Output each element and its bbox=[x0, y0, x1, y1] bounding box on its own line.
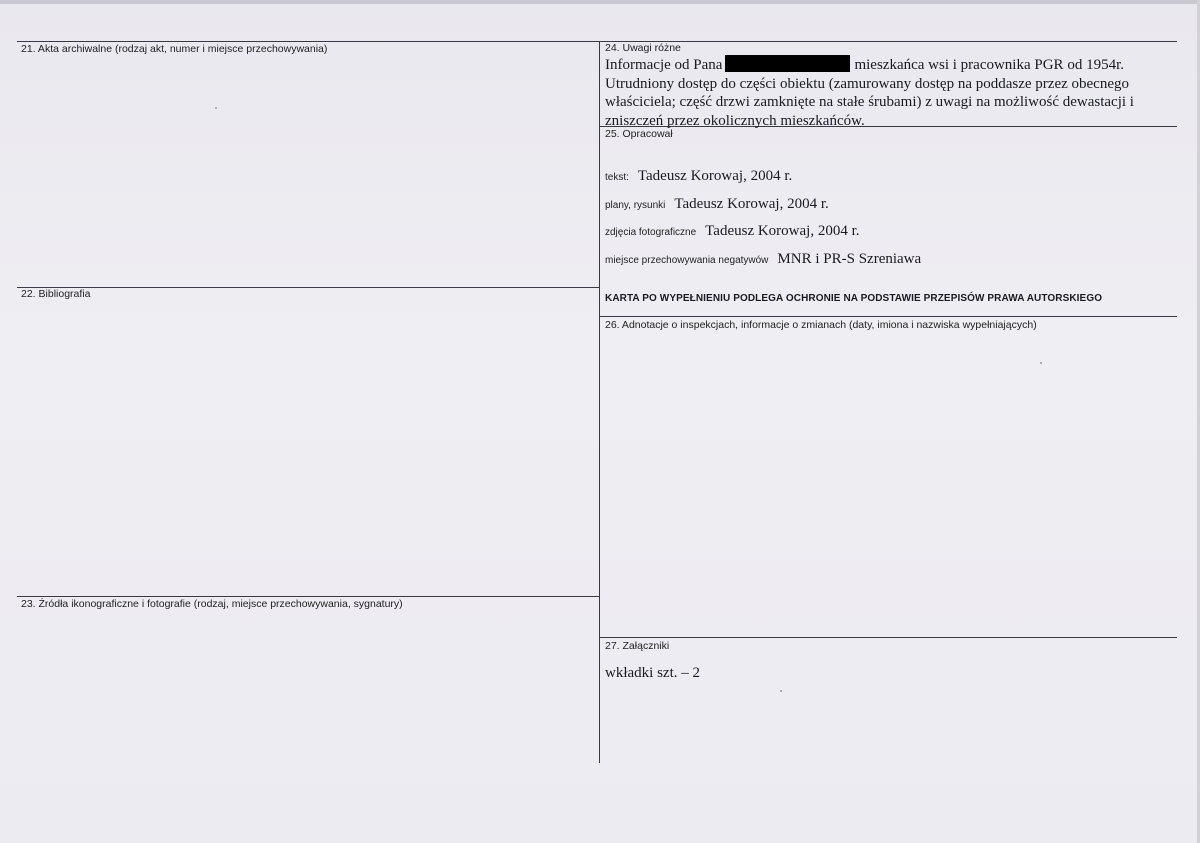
plany-value: Tadeusz Korowaj, 2004 r. bbox=[674, 196, 829, 212]
tekst-row bbox=[605, 167, 792, 185]
notes-line-1-start: Informacje od Pana bbox=[605, 57, 723, 73]
negatywy-value: MNR i PR-S Szreniawa bbox=[777, 251, 922, 267]
plany-row bbox=[605, 195, 829, 213]
notes-line-1-end: mieszkańca wsi i pracownika PGR od 1954r. bbox=[854, 57, 1124, 73]
rule-23 bbox=[17, 596, 599, 597]
tekst-value: Tadeusz Korowaj, 2004 r. bbox=[637, 168, 793, 184]
plany-label: plany, rysunki bbox=[605, 200, 666, 211]
copyright-note: KARTA PO WYPEŁNIENIU PODLEGA OCHRONIE NA PODSTAWIE PRZEPISÓW PRAWA AUTORSKIEGO bbox=[605, 293, 1103, 304]
zdjecia-value: Tadeusz Korowaj, 2004 r. bbox=[705, 223, 860, 239]
rule-22 bbox=[17, 287, 599, 288]
negatywy-row bbox=[605, 250, 921, 268]
section-27-label: 27. Załączniki bbox=[605, 640, 670, 652]
notes-line-4: zniszczeń przez okolicznych mieszkańców. bbox=[605, 112, 865, 129]
top-rule bbox=[17, 41, 1177, 42]
negatywy-label: miejsce przechowywania negatywów bbox=[605, 255, 769, 266]
section-25-label: 25. Opracował bbox=[605, 128, 673, 140]
section-26-label: 26. Adnotacje o inspekcjach, informacje o zmianach (daty, imiona i nazwiska wypełniających) bbox=[605, 319, 1037, 331]
paper-speck bbox=[215, 107, 217, 109]
center-divider bbox=[599, 41, 600, 763]
redaction-bar bbox=[725, 55, 850, 72]
paper-speck bbox=[1040, 362, 1042, 364]
section-22-label: 22. Bibliografia bbox=[21, 288, 91, 300]
notes-line-1 bbox=[605, 55, 1175, 75]
notes-line-3: właściciela; część drzwi zamknięte na stałe śrubami) z uwagi na możliwość dewastacji i bbox=[605, 94, 1134, 110]
section-24-notes bbox=[605, 55, 1175, 130]
notes-line-2: Utrudniony dostęp do części obiektu (zamurowany dostęp na poddasze przez obecnego bbox=[605, 75, 1129, 92]
tekst-label: tekst: bbox=[605, 172, 629, 183]
zdjecia-label: zdjęcia fotograficzne bbox=[605, 227, 697, 238]
section-27-value: wkładki szt. – 2 bbox=[605, 665, 700, 681]
paper-speck bbox=[780, 690, 782, 692]
section-21-label: 21. Akta archiwalne (rodzaj akt, numer i miejsce przechowywania) bbox=[21, 43, 328, 55]
zdjecia-row bbox=[605, 222, 860, 240]
section-23-label: 23. Źródła ikonograficzne i fotografie (rodzaj, miejsce przechowywania, sygnatury) bbox=[21, 598, 403, 610]
rule-27 bbox=[599, 637, 1177, 638]
paper-edge-top bbox=[0, 0, 1200, 4]
rule-26 bbox=[599, 316, 1177, 317]
section-24-label: 24. Uwagi różne bbox=[605, 42, 681, 54]
